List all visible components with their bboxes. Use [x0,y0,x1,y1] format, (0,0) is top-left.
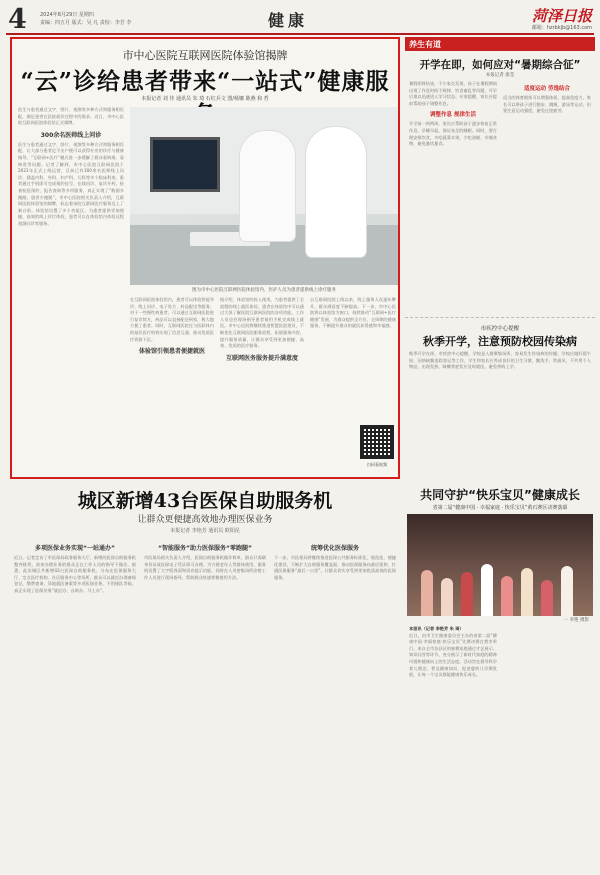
bottom-body-1: 近日，记者走访了市医保局政务服务大厅，新增的医保自助服务机整齐排列，前来办理业务的群众正在工作人员的指导下操作。据悉，此次城区共新增43台医保自助服务机，分布在医保服务大厅、定点医疗机构、社区服务中心等场所，群众可以就近办理参保登记、缴费查询、异地就医备案等多项医保业务，不用排队等候，真正实现了医保业务“就近办、自助办、马上办”。 [14,555,136,593]
bottom-left-subhead: 让群众更便捷高效地办理医保业务 [137,515,273,525]
right-column [405,37,595,479]
newspaper-logo: 菏泽日报 [531,7,592,25]
bottom-left-col-1 [14,540,136,866]
main-section-title-1: 300余名医师线上问诊 [40,131,102,139]
main-column-3 [220,297,304,473]
main-section-title-2: 体验馆引领患者便捷就医 [138,348,205,356]
main-column-2 [130,297,214,473]
bottom-right-body: 近日，由市卫生健康委员会主办的省第二届“健康中国·幸福家庭·快乐宝贝”比赛决赛在我市举行。来自全市各县区的参赛家庭通过才艺展示、知识问答等环节，充分展示了新时代家庭的精神风貌和健康向上的生活态度。活动旨在倡导科学育儿理念，普及健康知识，促进婴幼儿早期发展，让每一个宝贝都能健康快乐成长。 [409,632,497,678]
bottom-right-article [405,486,595,869]
right-subhead-1: 调整作息 规律生活 [430,112,476,119]
main-kicker: 市中心医院互联网医院体验馆揭牌 [122,49,288,62]
main-column-4 [310,297,396,421]
page-number: 4 [8,4,27,35]
main-byline: 本报记者 刘 佳 通讯员 朱 琦 石红兵文 图/杨娜 陈燕 和 哲 [141,96,269,102]
right-body-1: 暑假即将结束，不少家长发现，孩子在暑假期间出现了作息时间不规律、饮食紊乱等问题，开学后难以迅速进入学习状态。专家提醒，家长应提前帮助孩子调整作息。 [409,81,497,106]
column-bar-label: 养生有道 [409,40,441,49]
qr-caption: 扫码看视频 [367,462,387,467]
right-body-2: 开学前一到两周，家长应帮助孩子逐步恢复正常作息，早睡早起，保证充足的睡眠。同时，要合理安排饮食，多吃蔬菜水果，少吃油腻、辛辣食物，避免暴饮暴食。 [409,121,497,147]
header-meta [40,11,131,27]
divider [405,317,595,318]
bottom-right-byline: 本报讯（记者 李艳芳 朱 琦） [409,626,464,631]
bottom-left-headline: 城区新增43台医保自助服务机 [77,490,333,512]
header-email: 邮箱：hzrbkjb@163.com [531,25,592,31]
main-body-3: 据介绍，体验馆的投入使用，为患者提供了全流程的线上就医体验。患者在体验馆中可以通过大屏了解医院互联网医院的各项功能，工作人员也会现场指导患者使用手机完成线上就医。市中心医院将继续推进智慧医院建设，不断优化互联网医院服务流程，拓展服务内容，提升服务质量，让群众享受到更加便捷、高效、优质的医疗服务。 [220,297,304,349]
bottom-body-2: 市医保局相关负责人介绍，医保自助服务机操作简单，群众只需刷身份证或医保电子凭证即可办理。为方便老年人等群体使用，服务机设置了大字版界面和语音提示功能，同时在人员密集场所安排工作人员进行现场指导，帮助群众快速掌握使用方法。 [144,555,266,580]
bottom-right-col-1 [409,626,497,866]
right-headline: 开学在即，如何应对“暑期综合征” [419,59,581,71]
bottom-right-photo [407,514,593,616]
right-column-a [409,81,497,313]
bottom-left-col-3 [274,540,396,866]
header-editors: 责编：四五月 版式：吴 凡 责校：李芳 李 [40,20,132,26]
right-byline: 本报记者 康莹 [485,73,515,78]
main-intro: 医生与患者通过文字、图片、视频等多种方式和服务相匹配，满足患者在医院就诊过程中的需求。近日，市中心医院互联网医院体验馆正式揭牌。 [18,107,124,126]
main-section-title-3: 互联网医务服务提升满意度 [225,354,298,362]
bottom-left-col-2 [144,540,266,866]
main-article [10,37,400,479]
main-body-4: 自互联网医院上线以来，线上服务人次逐年攀升，群众满意度不断提高。下一步，市中心医院将以体验馆为窗口，持续推动“互联网+医疗健康”发展，为群众提供全方位、全周期的健康服务，不断提升群众的就医获得感和幸福感。 [310,297,396,329]
column-bar [405,37,595,51]
main-column-1 [18,107,124,471]
bottom-left-byline: 本报记者 李艳芳 通讯员 欧阳昆 [170,528,240,534]
bottom-section-title-1: 多项医保业务实现“一站通办” [35,545,115,552]
right-column-c [409,351,591,477]
right-body-4: 秋季开学在即，市疾控中心提醒，学校是人群聚集场所，容易发生传染病的传播。学校应做好晨午检、因病缺勤追踪登记等工作，学生和家长应养成良好的卫生习惯，勤洗手、常通风、不共用个人物品，出现发热、咳嗽等症状应及时就医，避免带病上学。 [409,351,591,370]
right-kicker-2: 市疾控中心提醒 [480,326,520,332]
bottom-right-photo-caption: 一 李艳 摄影 [563,618,589,623]
page-header [6,5,594,35]
monitor-screen [150,137,220,192]
bottom-left-article [10,486,400,869]
bottom-right-subhead: 省第二届“健康中国 · 幸福家庭 · 快乐宝贝”黄石赛区决赛落幕 [432,505,568,511]
bottom-section-title-2: “智能服务”助力医保服务“零跑腿” [158,545,252,552]
header-date: 2024年8月29日 星期四 [40,12,94,18]
doctor-figure [306,127,366,257]
bottom-right-col-2 [503,626,591,866]
main-body-1: 医生与患者通过文字、图片、视频等多种方式和服务相匹配，让大部分患者足不出户便可以获得专业的诊疗与健康指导。“互联网+医疗”模式进一步缓解了群众看病难、看病贵等问题。记者了解到，市中心医院互联网医院于2021年正式上线运营，目前已有300余名医师线上问诊，涵盖内科、外科、妇产科、儿科等多个临床科室。患者通过手机即可完成预约挂号、在线问诊、复诊开药、检查检验预约、报告查询等多项服务，真正实现了“数据多跑路，患者少跑腿”。市中心医院相关负责人介绍，互联网医院体验馆的揭牌，标志着该院互联网医疗服务迈上了新台阶。体验馆设置了多个功能区，为患者提供更加便捷、高效的线上诊疗体验，患者可以在体验馆内体验远程视频问诊等服务。 [18,141,124,226]
right-column-b [503,81,591,313]
doctor-figure [240,131,295,241]
bottom-body-3: 下一步，市医保局将继续推进医保公共服务标准化、规范化、便捷化建设，不断扩大自助服务覆盖面，推动医保服务向基层延伸，打通医保服务“最后一公里”，让群众切实享受到更加优质高效的医保服务。 [274,555,396,580]
main-body-2: 在互联网医院体验馆内，患者可以体验智能导诊、线上问诊、电子处方、药品配送等服务。对于一些慢性病患者，可以通过互联网医院进行复诊续方，药品可以直接配送到家，极大地方便了患者。同时，互联网医院还与医联体内的基层医疗机构实现了信息互通，推动优质医疗资源下沉。 [130,297,214,342]
right-body-3: 适当的体育锻炼可以增强体质，提高免疫力，家长可以带孩子进行跑步、跳绳、游泳等运动，但要注意运动强度，避免过度疲劳。 [503,95,591,114]
photo-caption: 图为市中心医院互联网医院体验馆内，医护人员为患者提供线上诊疗服务 [192,288,336,293]
qr-code-icon[interactable] [360,425,394,459]
bottom-section-title-3: 统筹优化医保服务 [310,545,359,552]
bottom-right-headline: 共同守护“快乐宝贝”健康成长 [420,488,580,502]
section-title: 健康 [268,11,309,30]
right-subhead-2: 适度运动 劳逸结合 [524,86,570,92]
main-photo [130,107,398,285]
main-headline: “云”诊给患者带来“一站式”健康服 [20,68,390,95]
right-headline-2: 秋季开学，注意预防校园传染病 [423,335,577,348]
